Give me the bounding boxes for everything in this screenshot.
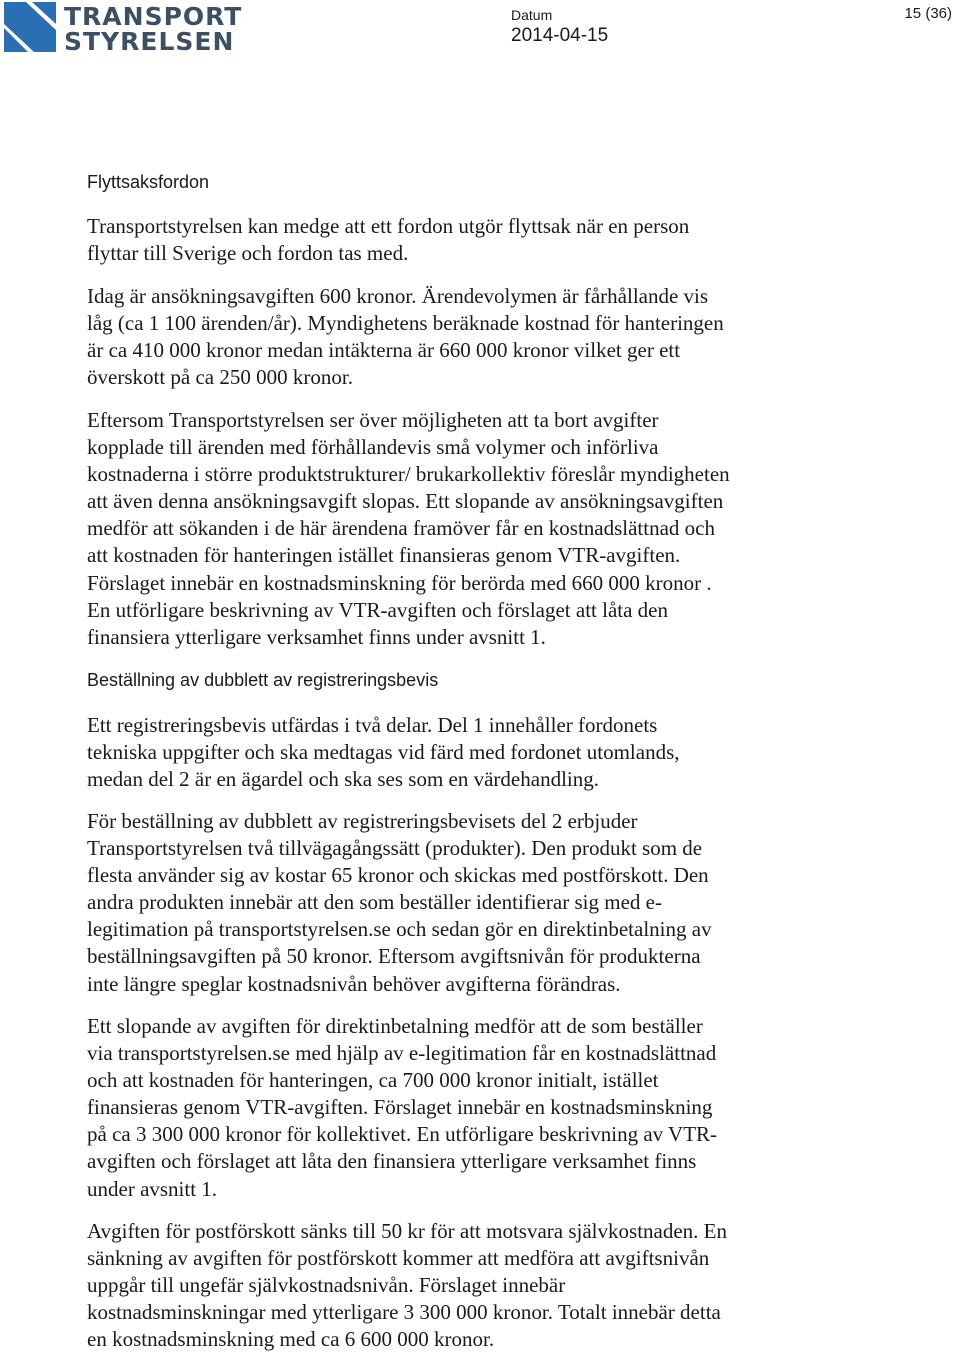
page-number: 15 (36) [904, 5, 952, 22]
logo-wordmark [64, 4, 242, 54]
logo-line-2: STYRELSEN [64, 27, 235, 56]
paragraph: Ett slopande av avgiften för direktinbetalning medför att de som beställer via transportstyrelsen.se med hjälp av e-legitimation får en kostnadslättnad och att kostnaden för hanteringen, ca 700 000 kronor initialt, istället finansieras genom VTR-avgiften. Förslaget innebär en kostnadsminskning på ca 3 300 000 kronor för kollektivet. En utförligare beskrivning av VTR- avgiften och förslaget att låta den finansiera ytterligare verksamhet finns under avsnitt 1. [87, 1014, 718, 1201]
logo-line-1: TRANSPORT [64, 2, 243, 31]
paragraph: Ett registreringsbevis utfärdas i två delar. Del 1 innehåller fordonets tekniska uppgifter och ska medtagas vid färd med fordonet utomlands, medan del 2 är en ägardel och ska ses som en värdehandling. [87, 713, 680, 792]
paragraph: För beställning av dubblett av registreringsbevisets del 2 erbjuder Transportstyrelsen två tillvägagångssätt (produkter). Den produkt som de flesta använder sig av kostar 65 kronor och skickas med postförskott. Den andra produkten innebär att den som beställer identifierar sig med e- legitimation på transportstyrelsen.se och sedan gör en direktinbetalning av beställningsavgiften på 50 kronor. Eftersom avgiftsnivån för produkterna inte längre speglar kostnadsnivån behöver avgifterna förändras. [87, 809, 712, 996]
date-value: 2014-04-15 [511, 25, 609, 46]
paragraph: Eftersom Transportstyrelsen ser över möjligheten att ta bort avgifter kopplade till ärenden med förhållandevis små volymer och införliva kostnaderna i större produktstrukturer/ brukarkollektiv föreslår myndigheten att även denna ansökningsavgift slopas. Ett slopande av ansökningsavgiften medför att sökanden i de här ärendena framöver får en kostnadslättnad och att kostnaden för hanteringen istället finansieras genom VTR-avgiften. Förslaget innebär en kostnadsminskning för berörda med 660 000 kronor . En utförligare beskrivning av VTR-avgiften och förslaget att låta den finansiera ytterligare verksamhet finns under avsnitt 1. [87, 408, 730, 649]
logo-mark-icon [4, 2, 56, 52]
date-label: Datum [511, 7, 553, 23]
section-heading-dubblett: Beställning av dubblett av registreringsbevis [87, 670, 439, 690]
paragraph: Transportstyrelsen kan medge att ett fordon utgör flyttsak när en person flyttar till Sverige och fordon tas med. [87, 214, 690, 266]
paragraph: Avgiften för postförskott sänks till 50 kr för att motsvara självkostnaden. En sänkning av avgiften för postförskott kommer att medföra att avgiftsnivån uppgår till ungefär självkostnadsnivån. Förslaget innebär kostnadsminskningar med ytterligare 3 300 000 kronor. Totalt innebär detta en kostnadsminskning med ca 6 600 000 kronor. [87, 1219, 727, 1352]
transportstyrelsen-logo [4, 2, 242, 54]
paragraph: Idag är ansökningsavgiften 600 kronor. Ärendevolymen är fårhållande vis låg (ca 1 100 ärenden/år). Myndighetens beräknade kostnad för hanteringen är ca 410 000 kronor medan intäkterna är 660 000 kronor vilket ger ett överskott på ca 250 000 kronor. [87, 284, 724, 390]
section-heading-flyttsaksfordon: Flyttsaksfordon [87, 172, 210, 192]
